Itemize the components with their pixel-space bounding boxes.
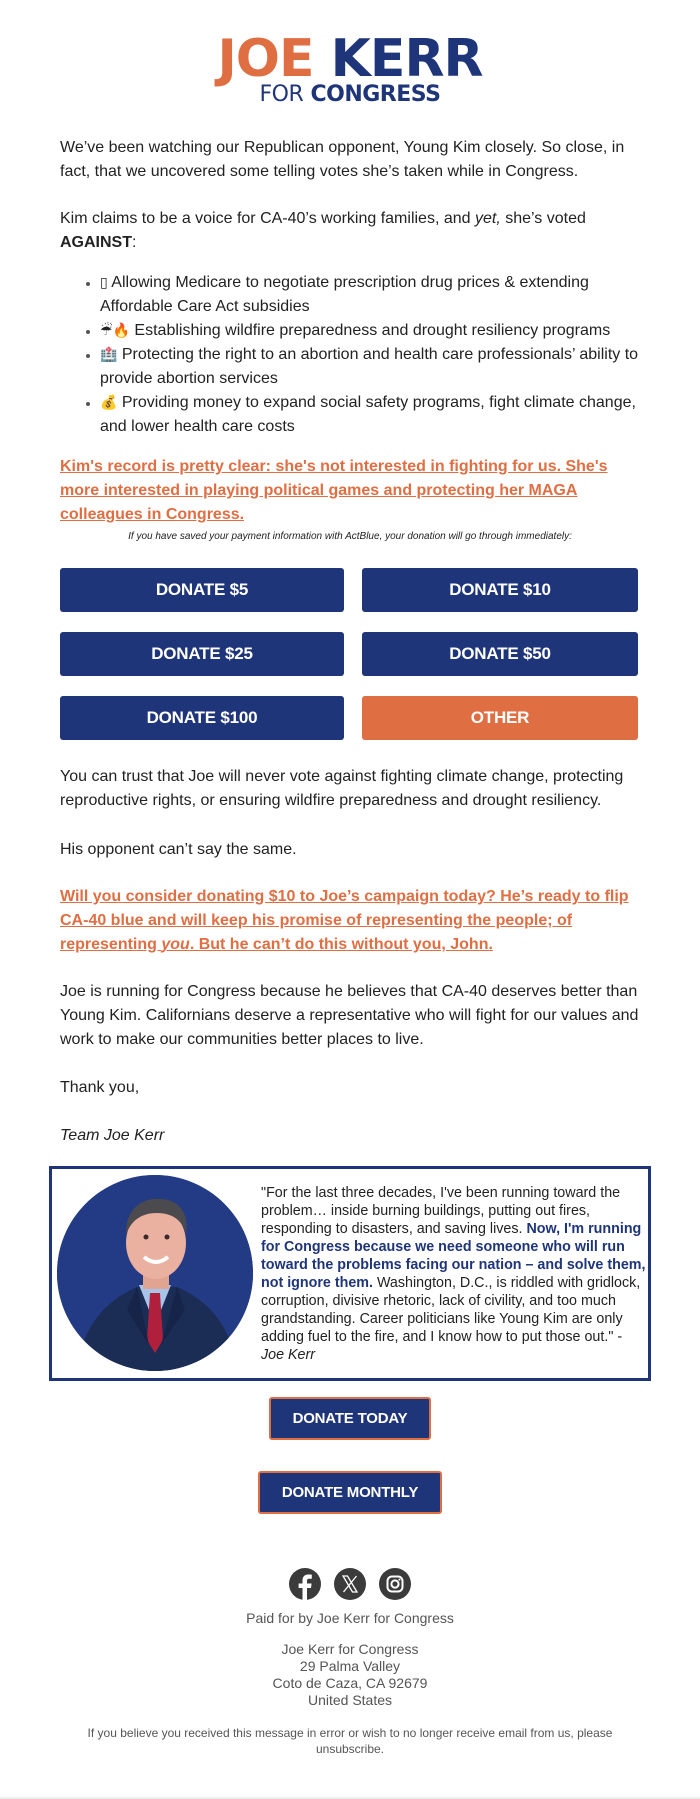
- quote-text-2: Washington, D.C., is riddled with gridlock, corruption, divisive rhetoric, lack of civility, and too much grandstanding. Career politicians like Young Kim are only adding fuel to the fire, and I know how to put those out." -: [261, 1275, 641, 1345]
- paid-for-disclaimer: Paid for by Joe Kerr for Congress: [246, 1610, 454, 1626]
- quote-attribution: Joe Kerr: [261, 1347, 316, 1363]
- claims-yet: yet,: [474, 210, 501, 227]
- rain-cloud-fire-icon: ☔🔥: [100, 323, 130, 339]
- donate-other-button[interactable]: OTHER: [362, 696, 638, 740]
- trust-paragraph: You can trust that Joe will never vote against fighting climate change, protecting reproductive rights, or ensuring wildfire preparedness and drought resiliency.: [60, 768, 624, 809]
- ask-text: Will you consider donating $10 to Joe’s campaign today? He’s ready to flip CA-40 blue and will keep his promise of representing the people; of representing: [60, 888, 629, 953]
- money-bag-icon: 💰: [100, 395, 118, 411]
- donate-button-grid: [60, 568, 638, 740]
- ask-text-2: . But he can’t do this without you, John.: [189, 936, 493, 953]
- portrait-illustration: [57, 1175, 253, 1371]
- quote-text-1: "For the last three decades, I've been running toward the problem… inside burning buildings, putting out fires, responding to disasters, and saving lives.: [261, 1185, 621, 1237]
- opponent-paragraph: His opponent can’t say the same.: [60, 841, 297, 858]
- running-paragraph: Joe is running for Congress because he believes that CA-40 deserves better than Young Kim. Californians deserve a representative who will fight for our values and work to make our communities better places to live.: [60, 983, 639, 1048]
- intro-paragraph: We’ve been watching our Republican opponent, Young Kim closely. So close, in fact, that we uncovered some telling votes she’s taken while in Congress.: [60, 139, 625, 180]
- vote-item: [100, 343, 645, 391]
- mailing-address: [0, 1641, 700, 1709]
- logo-for: FOR: [259, 82, 304, 107]
- quote-box: [49, 1166, 651, 1381]
- address-line: Joe Kerr for Congress: [281, 1641, 419, 1657]
- claims-text: Kim claims to be a voice for CA-40’s working families, and: [60, 210, 475, 227]
- donate-100-button[interactable]: DONATE $100: [60, 696, 344, 740]
- signature: Team Joe Kerr: [60, 1127, 165, 1144]
- x-twitter-icon[interactable]: [334, 1568, 366, 1600]
- donate-monthly-button[interactable]: DONATE MONTHLY: [258, 1471, 442, 1514]
- logo-subtitle: [0, 84, 700, 106]
- candidate-quote: [261, 1184, 646, 1364]
- vote-item: [100, 391, 645, 439]
- facebook-icon[interactable]: [289, 1568, 321, 1600]
- social-links: [0, 1568, 700, 1600]
- address-line: 29 Palma Valley: [299, 1658, 401, 1674]
- instagram-icon[interactable]: [379, 1568, 411, 1600]
- logo-first-name: JOE: [217, 29, 314, 89]
- candidate-portrait: [57, 1175, 253, 1371]
- vote-text: Establishing wildfire preparedness and drought resiliency programs: [129, 322, 611, 339]
- vote-text: Allowing Medicare to negotiate prescription drug prices & extending Affordable Care Act subsidies: [100, 274, 589, 315]
- donation-ask-link[interactable]: [60, 885, 645, 957]
- donate-50-button[interactable]: DONATE $50: [362, 632, 638, 676]
- unsubscribe-notice[interactable]: If you believe you received this message in error or wish to no longer receive email from us, please unsubscribe.: [87, 1726, 613, 1756]
- claims-text-2: she’s voted: [500, 210, 586, 227]
- logo-congress: CONGRESS: [310, 82, 441, 107]
- record-link[interactable]: Kim's record is pretty clear: she's not interested in fighting for us. She's more interested in playing political games and protecting her MAGA colleagues in Congress.: [60, 458, 608, 523]
- logo-last-name: KERR: [330, 29, 483, 89]
- actblue-note: If you have saved your payment information with ActBlue, your donation will go through immediately:: [128, 531, 572, 542]
- colon: :: [132, 234, 137, 251]
- donate-10-button[interactable]: DONATE $10: [362, 568, 638, 612]
- against-label: AGAINST: [60, 234, 132, 251]
- vote-item: [100, 319, 645, 343]
- address-line: Coto de Caza, CA 92679: [272, 1675, 428, 1691]
- vote-text: Providing money to expand social safety programs, fight climate change, and lower health care costs: [100, 394, 636, 435]
- vote-item: [100, 271, 645, 319]
- address-line: United States: [307, 1692, 393, 1708]
- donate-25-button[interactable]: DONATE $25: [60, 632, 344, 676]
- logo-name: [0, 29, 700, 89]
- campaign-logo[interactable]: [0, 0, 700, 110]
- donate-today-button[interactable]: DONATE TODAY: [269, 1397, 431, 1440]
- vote-text: Protecting the right to an abortion and health care professionals’ ability to provide abortion services: [100, 346, 639, 387]
- thanks-text: Thank you,: [60, 1079, 140, 1096]
- ask-you: you: [161, 936, 190, 953]
- quote-bold: Now, I'm running for Congress because we need someone who will run toward the problems facing our nation – and solve them, not ignore them.: [261, 1221, 646, 1291]
- claims-paragraph: [60, 207, 640, 255]
- votes-list: [60, 271, 645, 439]
- missing-glyph-icon: ▯: [100, 275, 108, 291]
- hospital-icon: 🏥: [100, 347, 118, 363]
- donate-5-button[interactable]: DONATE $5: [60, 568, 344, 612]
